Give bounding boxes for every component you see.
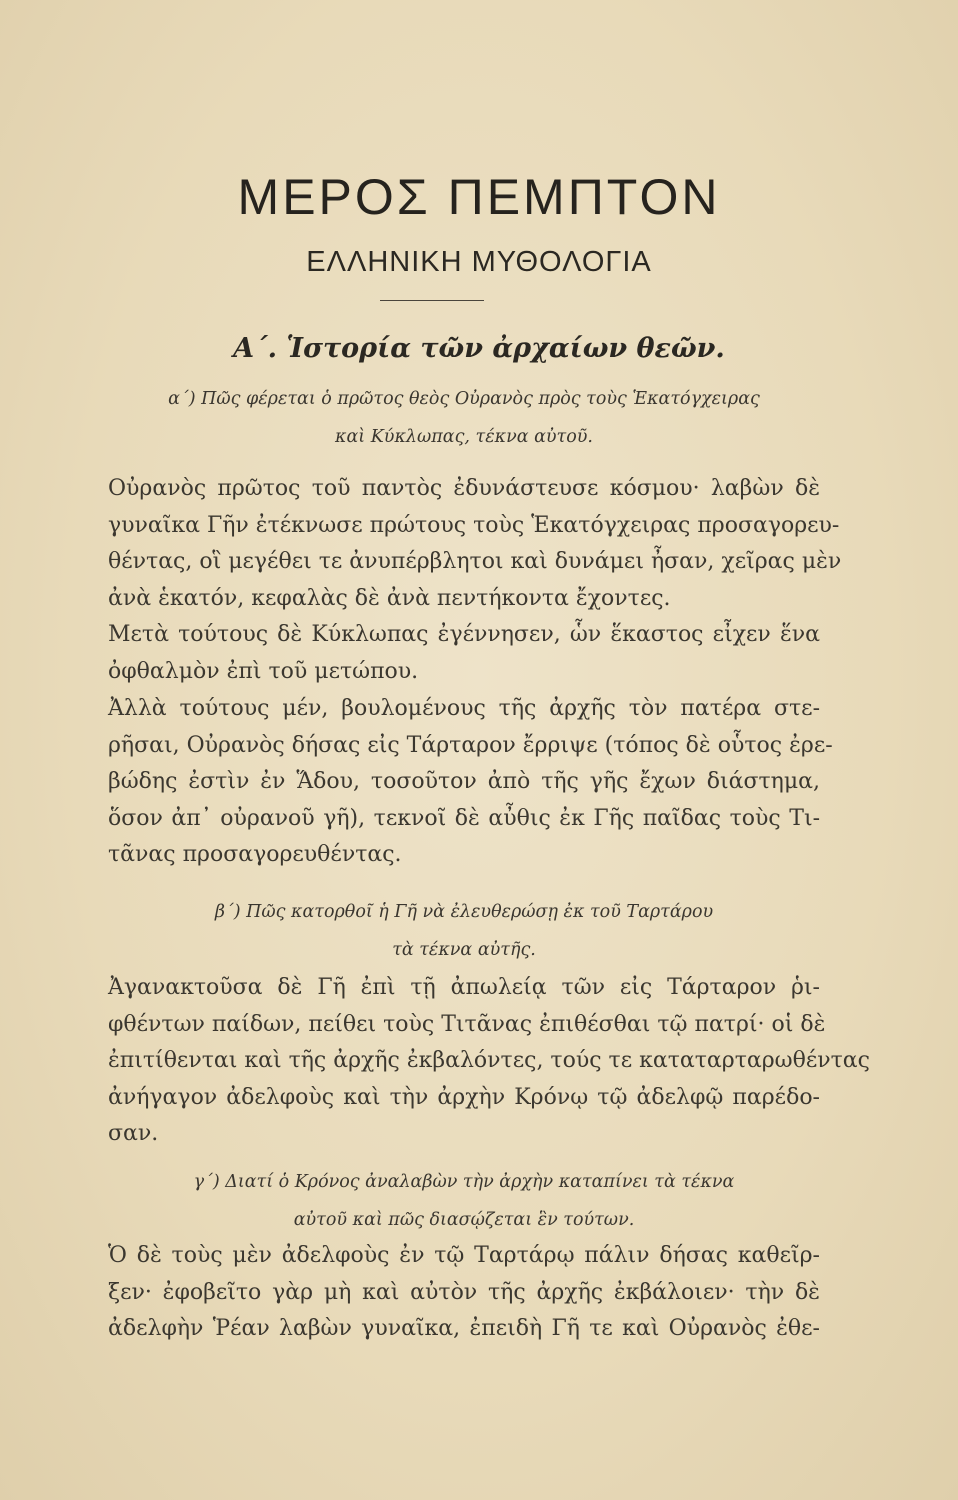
text-line: ἀδελφὴν Ῥέαν λαβὼν γυναῖκα, ἐπειδὴ Γῆ τε καὶ Οὐρανὸς ἐθε- xyxy=(108,1316,820,1341)
chapter-heading-line: α΄) Πῶς φέρεται ὁ πρῶτος θεὸς Οὐρανὸς πρὸς τοὺς Ἑκατόγχειρας xyxy=(168,389,760,409)
text-line: Μετὰ τούτους δὲ Κύκλωπας ἐγέννησεν, ὧν ἕκαστος εἶχεν ἕνα xyxy=(108,622,820,647)
text-line: ὀφθαλμὸν ἐπὶ τοῦ μετώπου. xyxy=(108,658,419,684)
text-line: ρῆσαι, Οὐρανὸς δήσας εἰς Τάρταρον ἔρριψε (τόπος δὲ οὗτος ἐρε- xyxy=(108,732,833,758)
text-line: θέντας, οἳ μεγέθει τε ἀνυπέρβλητοι καὶ δυνάμει ἦσαν, χεῖρας μὲν xyxy=(108,549,842,574)
text-line: Ἀλλὰ τούτους μέν, βουλομένους τῆς ἀρχῆς τὸν πατέρα στε- xyxy=(108,696,820,721)
chapter-heading-alpha xyxy=(108,380,820,456)
text-line: βώδης ἐστὶν ἐν Ἅδου, τοσοῦτον ἀπὸ τῆς γῆς ἔχων διάστημα, xyxy=(108,769,820,794)
paragraph xyxy=(108,471,842,617)
chapter-heading-line: καὶ Κύκλωπας, τέκνα αὐτοῦ. xyxy=(335,427,593,447)
text-line: ξεν· ἐφοβεῖτο γὰρ μὴ καὶ αὐτὸν τῆς ἀρχῆς ἐκβάλοιεν· τὴν δὲ xyxy=(108,1279,820,1305)
text-line: ἀνήγαγον ἀδελφοὺς καὶ τὴν ἀρχὴν Κρόνῳ τῷ ἀδελφῷ παρέδο- xyxy=(108,1084,820,1110)
text-line: φθέντων παίδων, πείθει τοὺς Τιτᾶνας ἐπιθέσθαι τῷ πατρί· οἱ δὲ xyxy=(108,1011,826,1037)
part-title: ΜΕΡΟΣ ΠΕΜΠΤΟΝ xyxy=(237,169,721,225)
section-heading: Α΄. Ἱστορία τῶν ἀρχαίων θεῶν. xyxy=(233,333,725,364)
text-line: γυναῖκα Γῆν ἐτέκνωσε πρώτους τοὺς Ἑκατόγχειρας προσαγορευ- xyxy=(108,512,840,538)
chapter-heading-line: γ΄) Διατί ὁ Κρόνος ἀναλαβὼν τὴν ἀρχὴν καταπίνει τὰ τέκνα xyxy=(193,1172,735,1192)
chapter-heading-line: τὰ τέκνα αὐτῆς. xyxy=(392,940,536,960)
text-line: Ἀγανακτοῦσα δὲ Γῆ ἐπὶ τῇ ἀπωλείᾳ τῶν εἰς Τάρταρον ῥι- xyxy=(108,975,820,1000)
title-divider xyxy=(380,300,484,301)
chapter-heading-gamma xyxy=(108,1163,820,1239)
chapter-heading-beta xyxy=(108,893,820,969)
paragraph xyxy=(108,970,870,1153)
part-subtitle: ΕΛΛΗΝΙΚΗ ΜΥΘΟΛΟΓΙΑ xyxy=(306,246,652,278)
text-line: ἐπιτίθενται καὶ τῆς ἀρχῆς ἐκβαλόντες, τούς τε καταταρταρωθέντας xyxy=(108,1048,870,1073)
chapter-heading-line: β΄) Πῶς κατορθοῖ ἡ Γῆ νὰ ἐλευθερώσῃ ἐκ τοῦ Ταρτάρου xyxy=(214,902,714,922)
chapter-heading-line: αὐτοῦ καὶ πῶς διασῴζεται ἓν τούτων. xyxy=(293,1210,635,1230)
text-line: Ὁ δὲ τοὺς μὲν ἀδελφοὺς ἐν τῷ Ταρτάρῳ πάλιν δήσας καθεῖρ- xyxy=(108,1243,820,1268)
text-line: Οὐρανὸς πρῶτος τοῦ παντὸς ἐδυνάστευσε κόσμου· λαβὼν δὲ xyxy=(108,476,820,501)
paragraph xyxy=(108,691,833,874)
text-line: τᾶνας προσαγορευθέντας. xyxy=(108,842,402,867)
text-line: ὅσον ἀπ᾿ οὐρανοῦ γῆ), τεκνοῖ δὲ αὖθις ἐκ Γῆς παῖδας τοὺς Τι- xyxy=(108,805,820,831)
paragraph xyxy=(108,1238,820,1348)
paragraph xyxy=(108,617,820,690)
text-line: σαν. xyxy=(108,1121,159,1146)
text-line: ἀνὰ ἑκατόν, κεφαλὰς δὲ ἀνὰ πεντήκοντα ἔχοντες. xyxy=(108,585,671,611)
